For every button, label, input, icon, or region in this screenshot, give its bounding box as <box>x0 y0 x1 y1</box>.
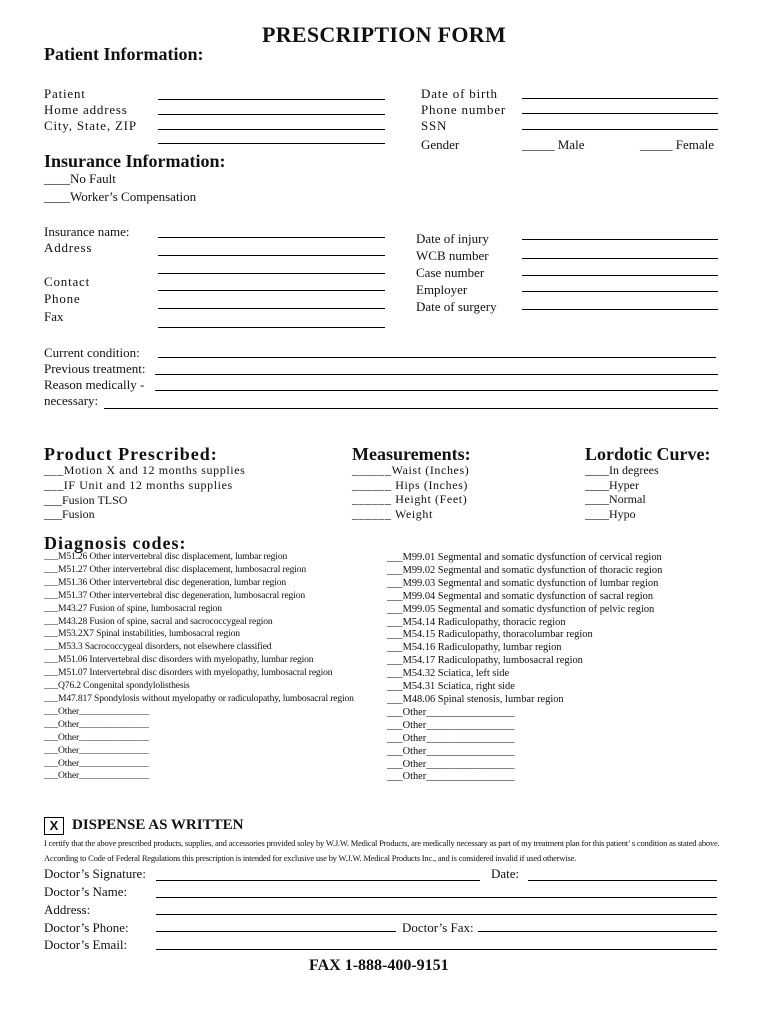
form-title: PRESCRIPTION FORM <box>262 22 507 47</box>
lordotic-option-hyper[interactable]: ____Hyper <box>585 477 639 492</box>
ssn-label: SSN <box>421 118 448 133</box>
diagnosis-right-list <box>387 552 662 784</box>
insurance-address-label: Address <box>44 240 93 255</box>
doctor-address-label: Address: <box>44 902 91 917</box>
fax-number-footer: FAX 1-888-400-9151 <box>309 957 449 974</box>
weight-field[interactable]: ______ Weight <box>352 506 433 521</box>
case-number-field[interactable] <box>522 275 718 276</box>
reason-medically-label: Reason medically - <box>44 377 145 392</box>
diagnosis-option[interactable]: ___M54.15 Radiculopathy, thoracolumbar region <box>387 629 593 641</box>
diagnosis-other-option[interactable]: ___Other_______________ <box>44 718 149 730</box>
diagnosis-option[interactable]: ___M53.3 Sacrococcygeal disorders, not elsewhere classified <box>44 641 272 653</box>
diagnosis-other-option[interactable]: ___Other_________________ <box>387 745 515 757</box>
necessary-label: necessary: <box>44 393 99 408</box>
diagnosis-other-option[interactable]: ___Other_______________ <box>44 731 149 743</box>
necessary-field[interactable] <box>104 408 718 409</box>
doctor-email-label: Doctor’s Email: <box>44 937 128 952</box>
diagnosis-other-option[interactable]: ___Other_______________ <box>44 744 149 756</box>
diagnosis-other-option[interactable]: ___Other_______________ <box>44 770 149 782</box>
diagnosis-option[interactable]: ___M43.27 Fusion of spine, lumbosacral region <box>44 602 222 614</box>
certify-statement: I certify that the above prescribed products, supplies, and accessories provided soley by W.J.W. Medical Products, are medically necessary as part of my treatment plan for this patient’ s condition as stated above. <box>44 838 720 848</box>
diagnosis-other-option[interactable]: ___Other_________________ <box>387 706 515 718</box>
phone-number-label: Phone number <box>421 102 507 117</box>
diagnosis-option[interactable]: ___M43.28 Fusion of spine, sacral and sacrococcygeal region <box>44 615 273 627</box>
no-fault-option[interactable]: ____No Fault <box>44 171 116 186</box>
diagnosis-option[interactable]: ___M48.06 Spinal stenosis, lumbar region <box>387 693 564 705</box>
doctor-name-field[interactable] <box>156 897 717 898</box>
previous-treatment-field[interactable] <box>155 374 718 375</box>
contact-field[interactable] <box>158 290 385 291</box>
insurance-right-labels <box>416 230 497 315</box>
insurance-phone-label: Phone <box>44 291 81 306</box>
patient-name-field[interactable] <box>158 99 385 100</box>
diagnosis-other-option[interactable]: ___Other_________________ <box>387 719 515 731</box>
date-of-birth-field[interactable] <box>522 98 718 99</box>
insurance-address-field-1[interactable] <box>158 255 385 256</box>
diagnosis-option[interactable]: ___M99.02 Segmental and somatic dysfunction of thoracic region <box>387 564 663 576</box>
diagnosis-option[interactable]: ___M54.32 Sciatica, left side <box>387 668 510 680</box>
diagnosis-other-option[interactable]: ___Other_________________ <box>387 771 515 783</box>
case-number-label: Case number <box>416 265 485 280</box>
patient-left-labels <box>44 86 137 134</box>
product-option-motion-x[interactable]: ___Motion X and 12 months supplies <box>44 463 246 477</box>
doctor-signature-field[interactable] <box>156 880 480 881</box>
diagnosis-option[interactable]: ___M51.27 Other intervertebral disc displacement, lumbosacral region <box>44 563 307 575</box>
diagnosis-option[interactable]: ___M99.03 Segmental and somatic dysfunction of lumbar region <box>387 577 659 589</box>
city-state-zip-field[interactable] <box>158 129 385 130</box>
lordotic-list <box>585 463 659 521</box>
workers-compensation-option[interactable]: ____Worker’s Compensation <box>44 189 197 204</box>
diagnosis-other-option[interactable]: ___Other_______________ <box>44 705 149 717</box>
doctor-fax-label: Doctor’s Fax: <box>402 920 474 935</box>
current-condition-field[interactable] <box>158 357 716 358</box>
date-field[interactable] <box>528 880 717 881</box>
insurance-fax-label: Fax <box>44 309 64 324</box>
lordotic-curve-heading: Lordotic Curve: <box>585 444 711 464</box>
wcb-number-field[interactable] <box>522 258 718 259</box>
regulation-statement: According to Code of Federal Regulations this prescription is intended for exclusive use by W.J.W. Medical Products Inc., and is considered invalid if used otherwise. <box>44 853 577 863</box>
diagnosis-option[interactable]: ___Q76.2 Congenital spondylolisthesis <box>44 680 190 692</box>
diagnosis-option[interactable]: ___M51.06 Intervertebral disc disorders with myelopathy, lumbar region <box>44 654 314 666</box>
city-state-zip-label: City, State, ZIP <box>44 118 137 133</box>
height-field[interactable]: ______ Height (Feet) <box>352 492 468 506</box>
diagnosis-option[interactable]: ___M54.17 Radiculopathy, lumbosacral region <box>387 655 583 667</box>
doctor-email-field[interactable] <box>156 949 717 950</box>
previous-treatment-label: Previous treatment: <box>44 361 146 376</box>
product-list <box>44 463 245 521</box>
diagnosis-left-list <box>44 551 354 783</box>
insurance-address-field-2[interactable] <box>158 273 385 274</box>
patient-label: Patient <box>44 86 86 101</box>
address-extra-field[interactable] <box>158 143 385 144</box>
gender-male-option[interactable]: _____ Male <box>522 137 585 152</box>
lordotic-option-in-degrees[interactable]: ____In degrees <box>585 463 659 477</box>
wcb-number-label: WCB number <box>416 248 489 263</box>
condition-labels <box>44 345 145 409</box>
product-prescribed-heading: Product Prescribed: <box>44 444 218 464</box>
date-label: Date: <box>491 866 520 881</box>
diagnosis-option[interactable]: ___M51.37 Other intervertebral disc degeneration, lumbosacral region <box>44 589 306 601</box>
lordotic-option-hypo[interactable]: ____Hypo <box>585 506 636 521</box>
product-option-if-unit[interactable]: ___IF Unit and 12 months supplies <box>44 478 233 492</box>
diagnosis-option[interactable]: ___M47.817 Spondylosis without myelopathy or radiculopathy, lumbosacral region <box>44 692 354 704</box>
insurance-name-field[interactable] <box>158 237 385 238</box>
date-of-injury-field[interactable] <box>522 239 718 240</box>
diagnosis-other-option[interactable]: ___Other_________________ <box>387 732 515 744</box>
measurements-list <box>352 463 469 521</box>
phone-number-field[interactable] <box>522 113 718 114</box>
employer-label: Employer <box>416 282 468 297</box>
insurance-fax-field[interactable] <box>158 327 385 328</box>
employer-field[interactable] <box>522 291 718 292</box>
measurements-heading: Measurements: <box>352 444 471 464</box>
doctor-address-field[interactable] <box>156 914 717 915</box>
gender-label: Gender <box>421 137 460 152</box>
patient-right-labels <box>421 86 506 134</box>
date-of-birth-label: Date of birth <box>421 86 498 101</box>
date-of-surgery-label: Date of surgery <box>416 299 497 314</box>
ssn-field[interactable] <box>522 129 718 130</box>
current-condition-label: Current condition: <box>44 345 140 360</box>
diagnosis-option[interactable]: ___M53.2X7 Spinal instabilities, lumbosacral region <box>44 628 240 640</box>
dispense-as-written-checkbox[interactable]: X <box>44 817 64 835</box>
insurance-information-heading: Insurance Information: <box>44 151 226 171</box>
gender-female-option[interactable]: _____ Female <box>640 137 715 152</box>
diagnosis-option[interactable]: ___M54.31 Sciatica, right side <box>387 681 515 693</box>
dispense-as-written-label: DISPENSE AS WRITTEN <box>72 817 244 833</box>
insurance-phone-field[interactable] <box>158 308 385 309</box>
diagnosis-other-option[interactable]: ___Other_______________ <box>44 757 149 769</box>
home-address-field[interactable] <box>158 114 385 115</box>
reason-medically-field[interactable] <box>155 390 718 391</box>
diagnosis-option[interactable]: ___M51.26 Other intervertebral disc displacement, lumbar region <box>44 551 288 562</box>
date-of-injury-label: Date of injury <box>416 231 489 246</box>
doctor-name-label: Doctor’s Name: <box>44 884 128 899</box>
product-option-fusion[interactable]: ___Fusion <box>44 507 95 521</box>
diagnosis-option[interactable]: ___M51.36 Other intervertebral disc degeneration, lumbar region <box>44 576 287 588</box>
date-of-surgery-field[interactable] <box>522 309 718 310</box>
doctor-phone-field[interactable] <box>156 931 396 932</box>
doctor-fax-field[interactable] <box>478 931 717 932</box>
waist-field[interactable]: ______Waist (Inches) <box>352 463 470 477</box>
product-option-fusion-tlso[interactable]: ___Fusion TLSO <box>44 493 128 507</box>
lordotic-option-normal[interactable]: ____Normal <box>585 492 646 506</box>
diagnosis-codes-heading: Diagnosis codes: <box>44 533 187 553</box>
diagnosis-option[interactable]: ___M54.14 Radiculopathy, thoracic region <box>387 616 566 628</box>
doctor-signature-label: Doctor’s Signature: <box>44 866 146 881</box>
contact-label: Contact <box>44 274 91 289</box>
home-address-label: Home address <box>44 102 128 117</box>
diagnosis-option[interactable]: ___M99.04 Segmental and somatic dysfunction of sacral region <box>387 590 654 602</box>
diagnosis-option[interactable]: ___M54.16 Radiculopathy, lumbar region <box>387 642 562 654</box>
patient-information-heading: Patient Information: <box>44 44 204 64</box>
diagnosis-option[interactable]: ___M51.07 Intervertebral disc disorders with myelopathy, lumbosacral region <box>44 667 333 679</box>
insurance-name-label: Insurance name: <box>44 224 130 239</box>
diagnosis-option[interactable]: ___M99.05 Segmental and somatic dysfunction of pelvic region <box>387 603 655 615</box>
hips-field[interactable]: ______ Hips (Inches) <box>352 477 468 492</box>
doctor-phone-label: Doctor’s Phone: <box>44 920 129 935</box>
diagnosis-other-option[interactable]: ___Other_________________ <box>387 758 515 770</box>
diagnosis-option[interactable]: ___M99.01 Segmental and somatic dysfunction of cervical region <box>387 552 662 563</box>
